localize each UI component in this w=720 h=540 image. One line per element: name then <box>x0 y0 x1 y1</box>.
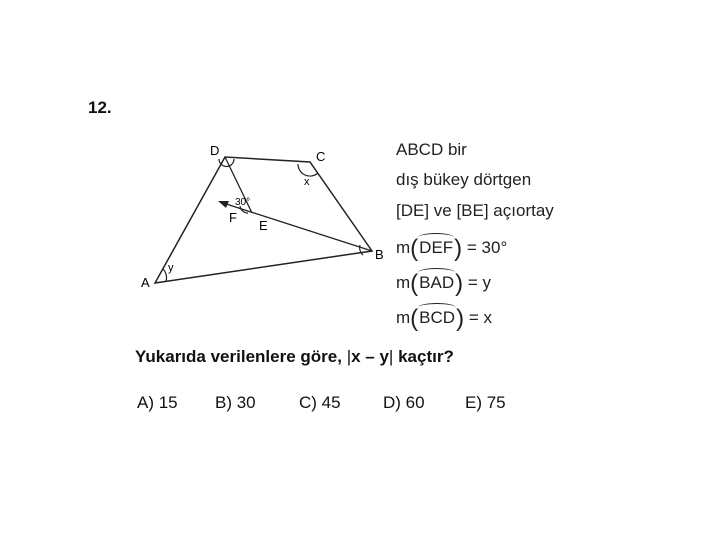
label-y: y <box>168 262 174 274</box>
eq2-suffix: = y <box>467 273 492 292</box>
choice-e[interactable]: E) 75 <box>465 393 506 412</box>
given-equation-bad: m(BAD) = y <box>396 270 492 297</box>
question-number: 12. <box>88 98 112 117</box>
given-line-2: dış bükey dörtgen <box>396 170 532 189</box>
question-expression: x – y <box>351 347 389 366</box>
abs-bar-right: | <box>388 347 394 366</box>
question-before: Yukarıda verilenlere göre, <box>135 347 342 366</box>
abs-bar-left: | <box>346 347 352 366</box>
label-x: x <box>304 176 310 188</box>
choice-a[interactable]: A) 15 <box>137 393 178 412</box>
question-text <box>135 347 454 367</box>
label-d: D <box>210 143 220 158</box>
bisector-be <box>220 202 372 251</box>
eq1-prefix: m <box>396 238 411 257</box>
eq3-arc: BCD <box>419 308 456 327</box>
label-c: C <box>316 149 326 164</box>
label-b: B <box>375 247 384 262</box>
label-angle-30: 30° <box>235 197 251 208</box>
choice-d[interactable]: D) 60 <box>383 393 425 412</box>
angle-arc-a <box>163 269 167 281</box>
given-line-3: [DE] ve [BE] açıortay <box>396 201 554 220</box>
given-equation-bcd: m(BCD) = x <box>396 305 492 332</box>
arrow-head-f <box>218 201 229 208</box>
given-line-1: ABCD bir <box>396 140 467 159</box>
question-after: kaçtır? <box>398 347 454 366</box>
label-e: E <box>259 218 268 233</box>
quadrilateral-figure <box>130 135 400 295</box>
choice-b[interactable]: B) 30 <box>215 393 256 412</box>
eq2-arc: BAD <box>419 273 455 292</box>
given-equation-def: m(DEF) = 30° <box>396 235 508 262</box>
eq3-prefix: m <box>396 308 411 327</box>
eq3-suffix: = x <box>468 308 492 327</box>
eq2-prefix: m <box>396 273 411 292</box>
eq1-suffix: = 30° <box>466 238 508 257</box>
label-f: F <box>229 210 237 225</box>
eq1-arc: DEF <box>419 238 454 257</box>
choice-c[interactable]: C) 45 <box>299 393 341 412</box>
label-a: A <box>141 275 150 290</box>
